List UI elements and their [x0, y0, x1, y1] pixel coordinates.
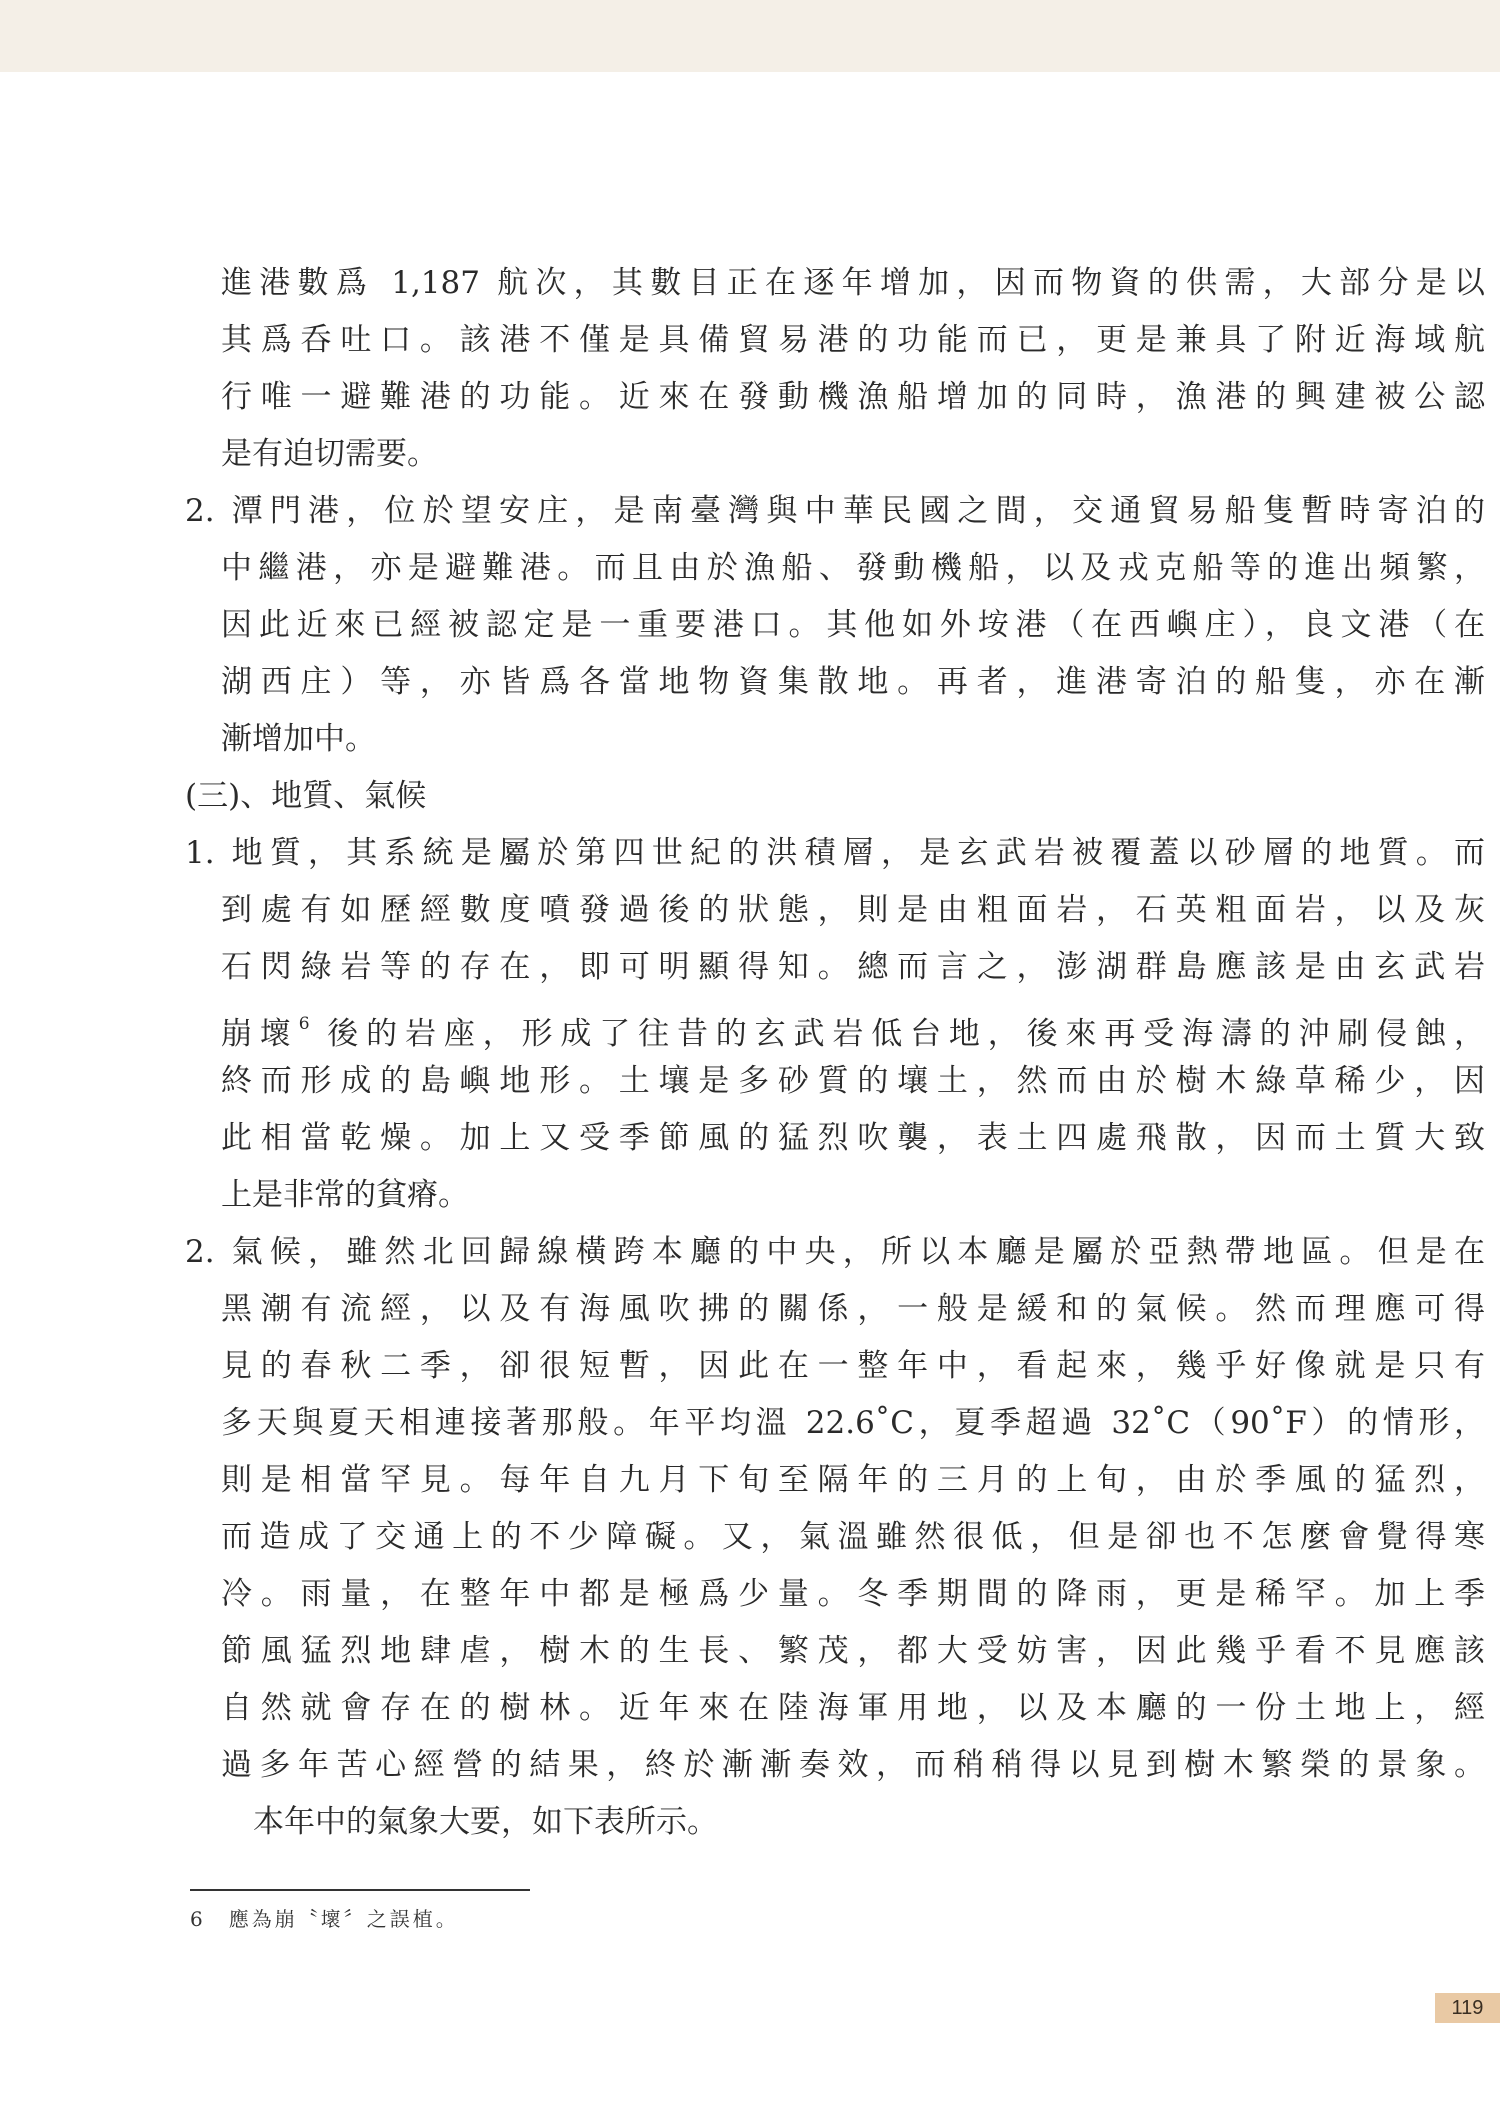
page-top-band — [0, 0, 1500, 72]
text-line: 1. 地質，其系統是屬於第四世紀的洪積層，是玄武岩被覆蓋以砂層的地質。而 — [185, 835, 1485, 871]
text-line: 多天與夏天相連接著那般。年平均溫 22.6˚C，夏季超過 32˚C（90˚F）的情形， — [221, 1405, 1485, 1441]
text-line: 則是相當罕見。每年自九月下旬至隔年的三月的上旬，由於季風的猛烈， — [221, 1462, 1485, 1498]
text-line: 而造成了交通上的不少障礙。又，氣溫雖然很低，但是卻也不怎麼會覺得寒 — [221, 1519, 1485, 1555]
text-line: 進港數爲 1,187 航次，其數目正在逐年增加，因而物資的供需，大部分是以 — [221, 265, 1485, 301]
text-line: 是有迫切需要。 — [221, 436, 438, 472]
footnote: 6 應為崩〝壞〞之誤植。 — [190, 1907, 459, 1931]
text-line: 此相當乾燥。加上又受季節風的猛烈吹襲，表土四處飛散，因而土質大致 — [221, 1120, 1485, 1156]
text-line: 自然就會存在的樹林。近年來在陸海軍用地，以及本廳的一份土地上，經 — [221, 1690, 1485, 1726]
section-heading: (三)、地質、氣候 — [185, 778, 427, 814]
text-line: 冷。雨量，在整年中都是極爲少量。冬季期間的降雨，更是稀罕。加上季 — [221, 1576, 1485, 1612]
text-segment: 崩壞 — [221, 1016, 299, 1052]
text-line: 中繼港，亦是避難港。而且由於漁船、發動機船，以及戎克船等的進出頻繁， — [221, 550, 1485, 586]
text-line: 到處有如歷經數度噴發過後的狀態，則是由粗面岩，石英粗面岩，以及灰 — [221, 892, 1485, 928]
text-line: 湖西庄）等，亦皆爲各當地物資集散地。再者，進港寄泊的船隻，亦在漸 — [221, 664, 1485, 700]
text-line: 上是非常的貧瘠。 — [221, 1177, 469, 1213]
text-line: 石閃綠岩等的存在，即可明顯得知。總而言之，澎湖群島應該是由玄武岩 — [221, 949, 1485, 985]
text-line: 漸增加中。 — [221, 721, 376, 757]
text-line: 其爲呑吐口。該港不僅是具備貿易港的功能而已，更是兼具了附近海域航 — [221, 322, 1485, 358]
text-segment: 後的岩座，形成了往昔的玄武岩低台地，後來再受海濤的沖刷侵蝕， — [327, 1016, 1486, 1052]
text-line — [221, 996, 1485, 1052]
text-line: 行唯一避難港的功能。近來在發動機漁船增加的同時，漁港的興建被公認 — [221, 379, 1485, 415]
page-number: 119 — [1435, 1993, 1500, 2023]
footnote-reference: 6 — [298, 1014, 310, 1034]
text-line: 節風猛烈地肆虐，樹木的生長、繁茂，都大受妨害，因此幾乎看不見應該 — [221, 1633, 1485, 1669]
text-line: 本年中的氣象大要，如下表所示。 — [253, 1804, 718, 1840]
text-line: 終而形成的島嶼地形。土壤是多砂質的壤土，然而由於樹木綠草稀少，因 — [221, 1063, 1485, 1099]
text-line: 黑潮有流經，以及有海風吹拂的關係，一般是緩和的氣候。然而理應可得 — [221, 1291, 1485, 1327]
text-line: 過多年苦心經營的結果，終於漸漸奏效，而稍稍得以見到樹木繁榮的景象。 — [221, 1747, 1485, 1783]
text-line: 2. 潭門港，位於望安庄，是南臺灣與中華民國之間，交通貿易船隻暫時寄泊的 — [185, 493, 1485, 529]
text-line: 因此近來已經被認定是一重要港口。其他如外垵港（在西嶼庄），良文港（在 — [221, 607, 1485, 643]
text-line: 見的春秋二季，卻很短暫，因此在一整年中，看起來，幾乎好像就是只有 — [221, 1348, 1485, 1384]
text-line: 2. 氣候，雖然北回歸線橫跨本廳的中央，所以本廳是屬於亞熱帶地區。但是在 — [185, 1234, 1485, 1270]
footnote-divider — [190, 1889, 530, 1891]
